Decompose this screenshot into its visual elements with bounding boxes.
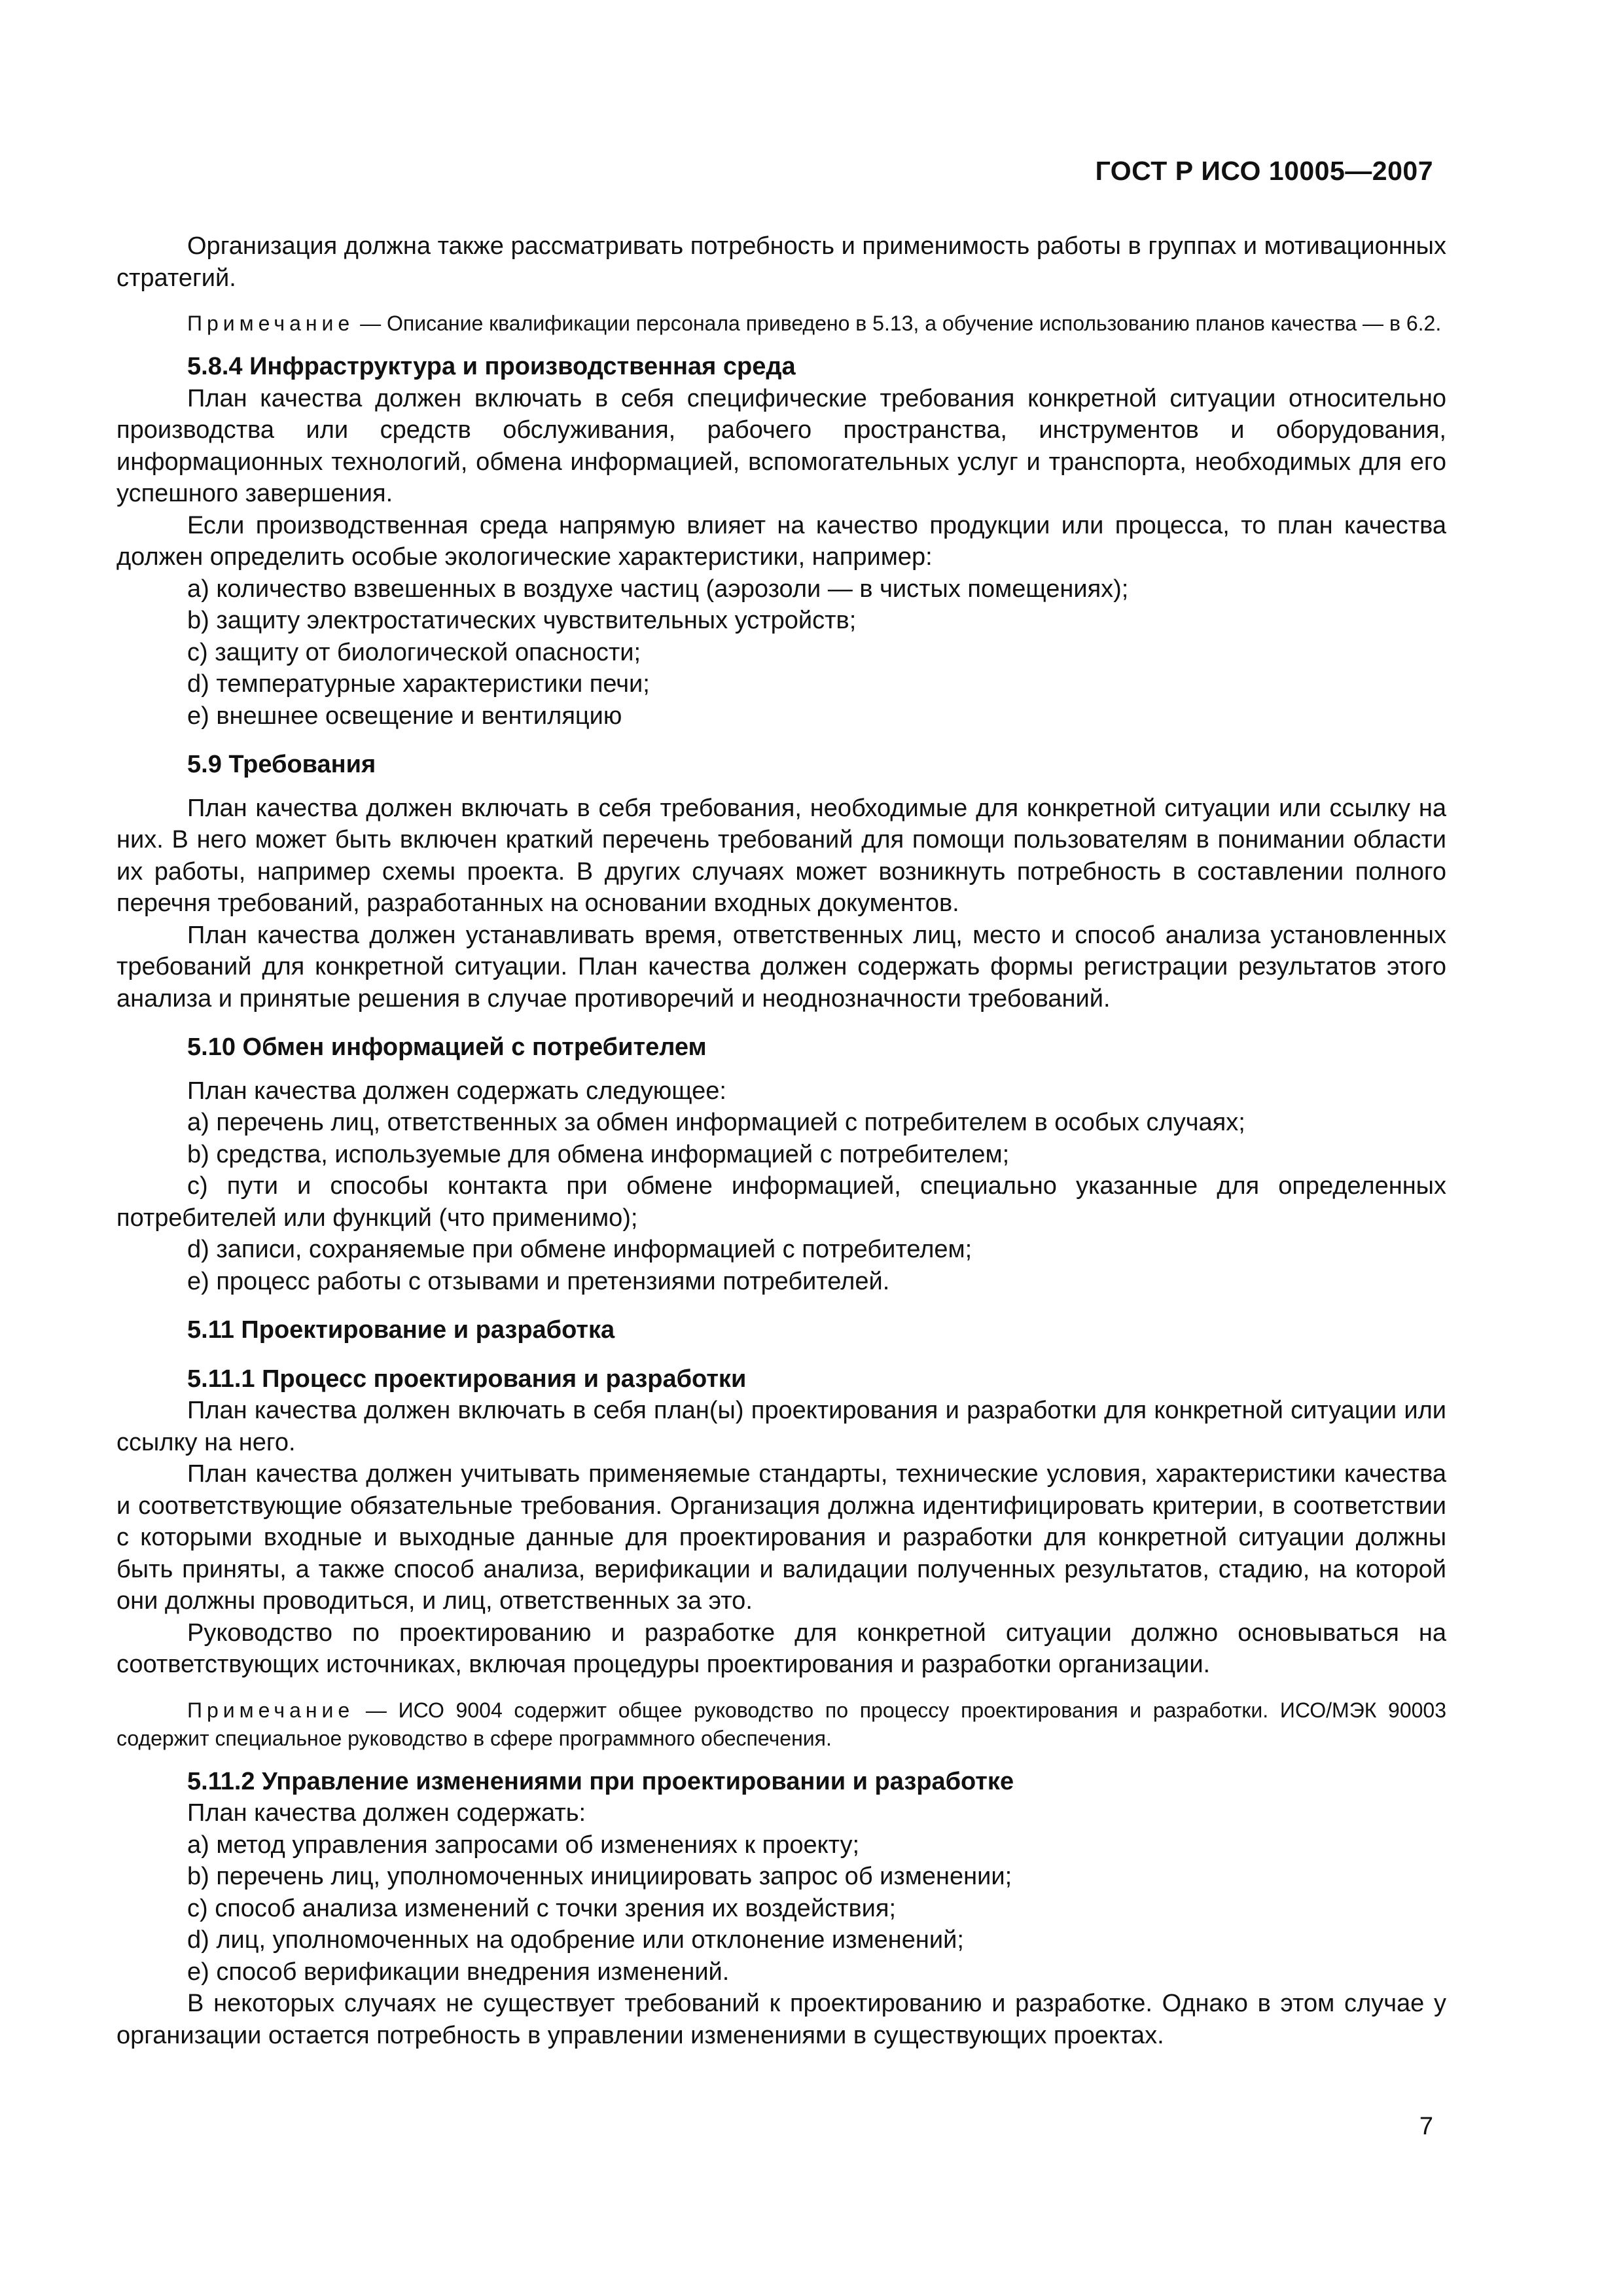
heading-5-11: 5.11 Проектирование и разработка bbox=[187, 1316, 615, 1344]
note-label: Примечание bbox=[187, 312, 355, 335]
paragraph-change-closing: В некоторых случаях не существует требований к проектированию и разработке. Однако в этом случае у организации остается потребность в управлении изменениями в существующих проектах. bbox=[116, 1990, 1446, 2049]
heading-5-11-1: 5.11.1 Процесс проектирования и разработки bbox=[187, 1365, 747, 1393]
list-item: a) количество взвешенных в воздухе частиц (аэрозоли — в чистых помещениях); bbox=[187, 575, 1129, 603]
list-item: c) защиту от биологической опасности; bbox=[187, 638, 641, 666]
note-label: Примечание bbox=[187, 1698, 355, 1722]
paragraph-customer-communication: План качества должен содержать следующее: bbox=[187, 1077, 726, 1105]
paragraph-requirements-review: План качества должен устанавливать время, ответственных лиц, место и способ анализа установленных требований для конкретной ситуации. План качества должен содержать формы регистрации результатов этого анализа и принятые решения в случае противоречий и неоднозначности требований. bbox=[116, 921, 1446, 1013]
paragraph-team-strategies: Организация должна также рассматривать потребность и применимость работы в группах и мотивационных стратегий. bbox=[116, 232, 1446, 292]
paragraph-infrastructure: План качества должен включать в себя специфические требования конкретной ситуации относительно производства или средств обслуживания, рабочего пространства, инструментов и оборудования, информационных технологий, обмена информацией, вспомогательных услуг и транспорта, необходимых для его успешного завершения. bbox=[116, 384, 1446, 507]
list-item: d) температурные характеристики печи; bbox=[187, 670, 650, 698]
note-iso-9004 bbox=[116, 1696, 1446, 1753]
list-item: e) способ верификации внедрения изменений. bbox=[187, 1958, 730, 1986]
heading-5-10: 5.10 Обмен информацией с потребителем bbox=[187, 1033, 707, 1061]
list-item: b) перечень лиц, уполномоченных инициировать запрос об изменении; bbox=[187, 1863, 1012, 1890]
list-item: c) пути и способы контакта при обмене информацией, специально указанные для определенных потребителей или функций (что применимо); bbox=[116, 1172, 1446, 1232]
page-body bbox=[116, 230, 1446, 2051]
heading-5-11-2: 5.11.2 Управление изменениями при проектировании и разработке bbox=[187, 1767, 1014, 1795]
list-item: a) метод управления запросами об изменениях к проекту; bbox=[187, 1831, 860, 1859]
paragraph-environment: Если производственная среда напрямую влияет на качество продукции или процесса, то план качества должен определить особые экологические характеристики, например: bbox=[116, 511, 1446, 571]
page-number: 7 bbox=[1419, 2113, 1433, 2140]
list-item: c) способ анализа изменений с точки зрения их воздействия; bbox=[187, 1894, 896, 1922]
heading-5-9: 5.9 Требования bbox=[187, 751, 376, 778]
paragraph-requirements: План качества должен включать в себя требования, необходимые для конкретной ситуации или ссылку на них. В него может быть включен краткий перечень требований для помощи пользователям в понимании области их работы, например схемы проекта. В других случаях может возникнуть потребность в составлении полного перечня требований, разработанных на основании входных документов. bbox=[116, 794, 1446, 917]
list-item: b) защиту электростатических чувствительных устройств; bbox=[187, 607, 857, 634]
note-text: — ИСО 9004 содержит общее руководство по процессу проектирования и разработки. ИСО/МЭК 90003 содержит специальное руководство в сфере программного обеспечения. bbox=[116, 1698, 1446, 1750]
list-item: b) средства, используемые для обмена информацией с потребителем; bbox=[187, 1140, 1010, 1168]
list-item: d) лиц, уполномоченных на одобрение или отклонение изменений; bbox=[187, 1926, 964, 1954]
paragraph-change-control: План качества должен содержать: bbox=[187, 1799, 586, 1827]
standard-header: ГОСТ Р ИСО 10005—2007 bbox=[1095, 156, 1433, 186]
paragraph-design-guidance: Руководство по проектированию и разработке для конкретной ситуации должно основываться на соответствующих источниках, включая процедуры проектирования и разработки организации. bbox=[116, 1619, 1446, 1678]
heading-5-8-4: 5.8.4 Инфраструктура и производственная среда bbox=[187, 353, 796, 380]
note-text: — Описание квалификации персонала приведено в 5.13, а обучение использованию планов качества — в 6.2. bbox=[354, 312, 1442, 335]
list-item: e) процесс работы с отзывами и претензиями потребителей. bbox=[187, 1267, 890, 1295]
list-item: e) внешнее освещение и вентиляцию bbox=[187, 702, 622, 730]
list-item: a) перечень лиц, ответственных за обмен информацией с потребителем в особых случаях; bbox=[187, 1109, 1245, 1136]
note-qualification bbox=[116, 310, 1446, 338]
paragraph-design-plan: План качества должен включать в себя план(ы) проектирования и разработки для конкретной ситуации или ссылку на него. bbox=[116, 1397, 1446, 1456]
list-item: d) записи, сохраняемые при обмене информацией с потребителем; bbox=[187, 1236, 972, 1263]
paragraph-design-standards: План качества должен учитывать применяемые стандарты, технические условия, характеристики качества и соответствующие обязательные требования. Организация должна идентифицировать критерии, в соответствии с которыми входные и выходные данные для проектирования и разработки для конкретной ситуации должны быть приняты, а также способ анализа, верификации и валидации полученных результатов, стадию, на которой они должны проводиться, и лиц, ответственных за это. bbox=[116, 1460, 1446, 1615]
